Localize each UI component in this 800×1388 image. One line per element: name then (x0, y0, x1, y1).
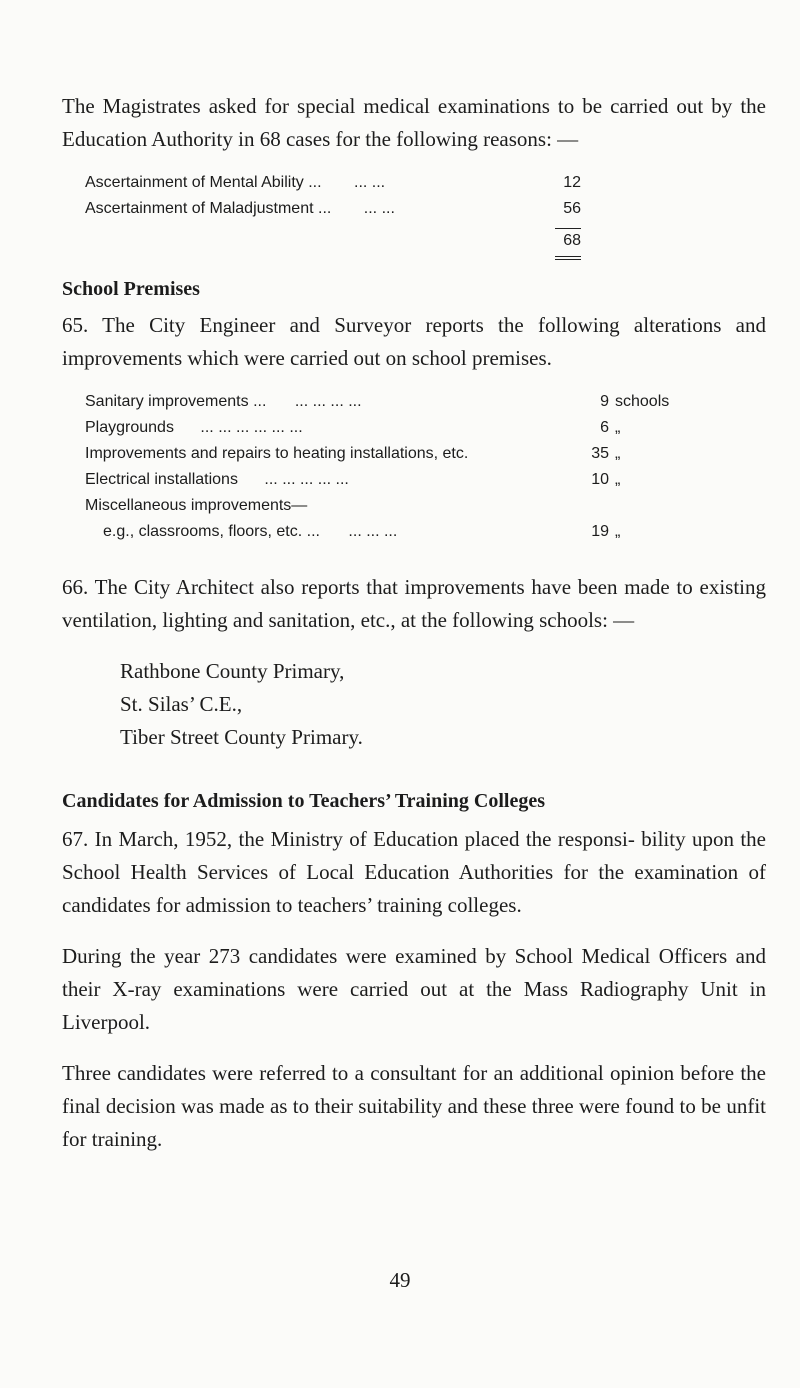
premises-row (85, 519, 766, 545)
premises-label: Sanitary improvements ... (85, 393, 267, 410)
premises-row (85, 467, 766, 493)
premises-value: 10 (591, 471, 609, 488)
total-block (555, 228, 581, 260)
premises-row (85, 493, 766, 519)
paragraph-66: 66. The City Architect also reports that improvements have been made to existing ventilation, lighting and sanitation, etc., at the following schools: — (62, 575, 766, 632)
premises-misc-label: Miscellaneous improvements— (85, 497, 308, 514)
reason-value: 12 (563, 174, 581, 191)
reasons-row (85, 196, 766, 222)
premises-unit: schools (615, 393, 670, 410)
school-list-item: Rathbone County Primary, (120, 659, 345, 683)
premises-dots: ... ... ... ... ... ... (200, 419, 303, 436)
school-list-item: Tiber Street County Primary. (120, 725, 363, 749)
school-list-item: St. Silas’ C.E., (120, 692, 243, 716)
premises-row (85, 415, 766, 441)
reason-label: Ascertainment of Mental Ability ... (85, 174, 322, 191)
reason-label: Ascertainment of Maladjustment ... (85, 200, 332, 217)
reasons-table (85, 170, 766, 260)
premises-value: 6 (600, 419, 609, 436)
premises-unit: „ (615, 419, 621, 436)
premises-label: Playgrounds (85, 419, 174, 436)
school-list (120, 655, 766, 754)
premises-dots: ... ... ... ... ... (264, 471, 349, 488)
premises-unit: „ (615, 523, 621, 540)
paragraph-referrals: Three candidates were referred to a consultant for an additional opinion before the final decision was made as to their suitability and these three were found to be unfit for training. (62, 1061, 766, 1151)
premises-label: e.g., classrooms, floors, etc. ... (103, 523, 320, 540)
reasons-row (85, 170, 766, 196)
paragraph-65: 65. The City Engineer and Surveyor reports the following alterations and improvements which were carried out on school premises. (62, 313, 766, 370)
premises-value: 9 (600, 393, 609, 410)
premises-label: Improvements and repairs to heating installations, etc. (85, 445, 469, 462)
reason-value: 56 (563, 200, 581, 217)
section-heading-school-premises: School Premises (62, 278, 200, 300)
document-page (62, 90, 766, 1156)
premises-row (85, 441, 766, 467)
premises-table (85, 389, 766, 545)
section-heading-candidates: Candidates for Admission to Teachers’ Training Colleges (62, 790, 546, 812)
reason-dots: ... ... (354, 174, 386, 191)
premises-row (85, 389, 766, 415)
premises-value: 35 (591, 445, 609, 462)
premises-dots: ... ... ... (348, 523, 398, 540)
premises-unit: „ (615, 471, 621, 488)
total-double-rule (555, 256, 581, 257)
premises-value: 19 (591, 523, 609, 540)
page-number: 49 (389, 1268, 411, 1292)
paragraph-67: 67. In March, 1952, the Ministry of Education placed the responsi- bility upon the School Health Services of Local Education Authorities for the examination of candidates for admission to teachers’ training colleges. (62, 827, 766, 917)
reason-dots: ... ... (363, 200, 395, 217)
premises-label: Electrical installations (85, 471, 238, 488)
premises-unit: „ (615, 445, 621, 462)
paragraph-examinations: During the year 273 candidates were examined by School Medical Officers and their X-ray examinations were carried out at the Mass Radiography Unit in Liverpool. (62, 944, 766, 1034)
intro-paragraph: The Magistrates asked for special medical examinations to be carried out by the Education Authority in 68 cases for the following reasons: — (62, 94, 766, 151)
premises-dots: ... ... ... ... (294, 393, 362, 410)
total-value: 68 (563, 232, 581, 249)
